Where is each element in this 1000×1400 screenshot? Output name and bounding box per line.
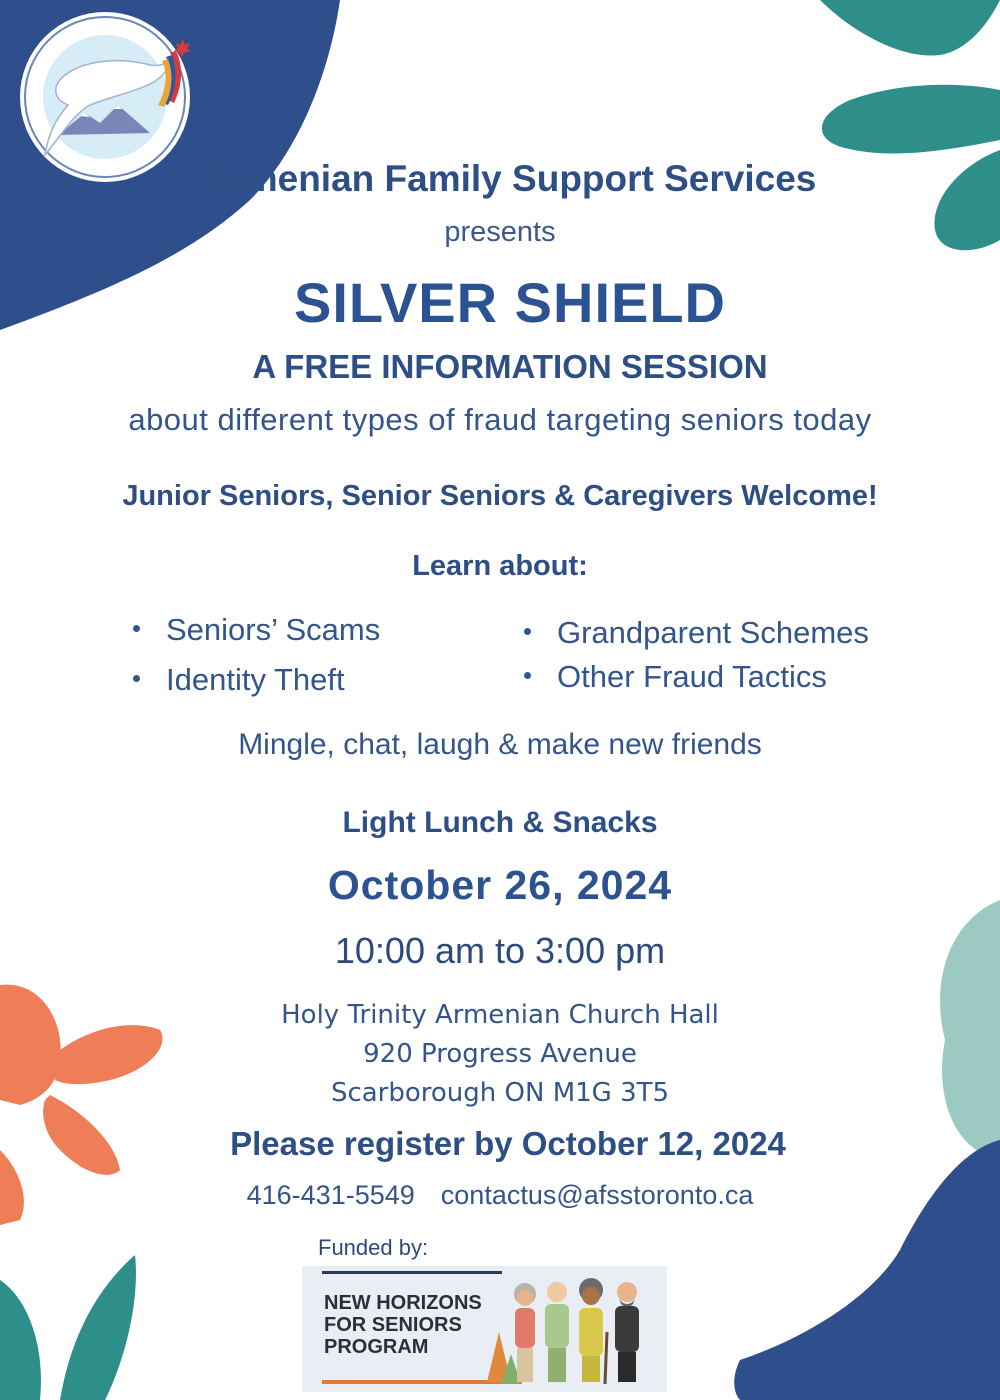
phone-number[interactable]: 416-431-5549	[246, 1180, 415, 1210]
bullet-icon	[524, 628, 531, 635]
teal-leaves-bottom-left	[0, 1255, 136, 1400]
topic-list-item: Other Fraud Tactics	[524, 659, 827, 695]
event-date: October 26, 2024	[327, 862, 673, 908]
email-link[interactable]: contactus@afsstoronto.ca	[440, 1180, 754, 1210]
program-name-line: FOR SENIORS	[324, 1314, 462, 1336]
event-subtitle: A FREE INFORMATION SESSION	[252, 348, 768, 385]
seniors-illustration-icon	[477, 1272, 663, 1388]
event-description: about different types of fraud targeting seniors today	[128, 402, 872, 437]
contact-info	[0, 1180, 1000, 1211]
topic-list-item: Identity Theft	[133, 662, 345, 698]
mingle-text: Mingle, chat, laugh & make new friends	[238, 728, 762, 761]
funded-by-label: Funded by:	[318, 1235, 429, 1260]
event-title: SILVER SHIELD	[293, 271, 726, 334]
venue-city: Scarborough ON M1G 3T5	[330, 1078, 670, 1108]
program-name-line: PROGRAM	[324, 1336, 429, 1358]
venue-name: Holy Trinity Armenian Church Hall	[281, 1000, 719, 1030]
bullet-icon	[133, 675, 140, 682]
venue-street: 920 Progress Avenue	[363, 1039, 637, 1069]
logo-top-bar	[322, 1271, 502, 1274]
navy-blob-bottom-right	[734, 1140, 1000, 1400]
new-horizons-logo	[302, 1266, 667, 1392]
bullet-icon	[133, 625, 140, 632]
audience-welcome: Junior Seniors, Senior Seniors & Caregivers Welcome!	[122, 480, 878, 512]
event-time: 10:00 am to 3:00 pm	[334, 930, 666, 971]
program-name-line: NEW HORIZONS	[324, 1292, 482, 1314]
registration-deadline: Please register by October 12, 2024	[230, 1125, 786, 1162]
presents-text: presents	[444, 216, 556, 248]
learn-about-heading: Learn about:	[412, 550, 588, 582]
teal-flower-top-right	[820, 0, 1000, 250]
topic-list-item: Seniors’ Scams	[133, 612, 380, 648]
bullet-icon	[524, 672, 531, 679]
topic-list-item: Grandparent Schemes	[524, 615, 869, 651]
lunch-text: Light Lunch & Snacks	[342, 806, 658, 839]
org-name-heading: Armenian Family Support Services	[203, 158, 817, 199]
